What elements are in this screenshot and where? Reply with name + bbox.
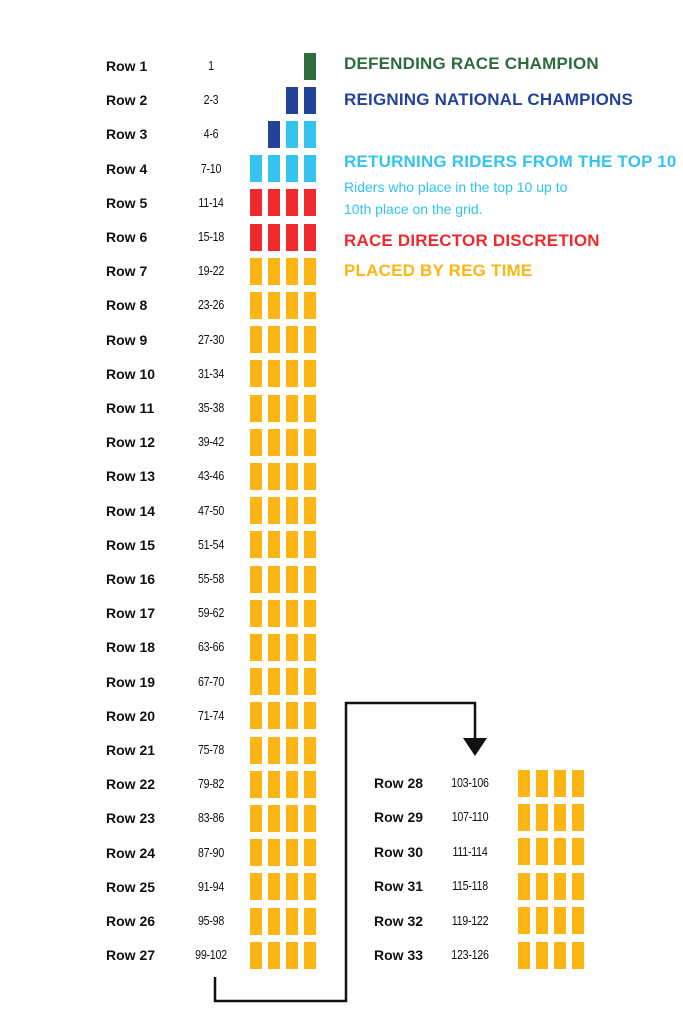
legend-title-director-discretion: RACE DIRECTOR DISCRETION <box>344 231 600 250</box>
position-range: 11-14 <box>198 194 224 210</box>
row-label: Row 20 <box>106 707 156 724</box>
position-range: 43-46 <box>197 468 225 484</box>
row-label: Row 7 <box>106 263 148 280</box>
position-range: 31-34 <box>197 365 225 381</box>
row-label: Row 4 <box>106 160 148 177</box>
position-range: 67-70 <box>197 673 225 689</box>
row-label: Row 25 <box>106 878 156 895</box>
position-range: 2-3 <box>203 92 219 108</box>
row-label: Row 28 <box>374 775 424 791</box>
position-range: 83-86 <box>197 810 225 826</box>
position-range: 123-126 <box>451 947 489 962</box>
legend-title-defending-champion: DEFENDING RACE CHAMPION <box>344 54 599 73</box>
row-label: Row 17 <box>106 605 156 622</box>
row-label: Row 12 <box>106 434 156 451</box>
row-label: Row 27 <box>106 947 156 964</box>
row-label: Row 26 <box>106 913 156 929</box>
position-range: 59-62 <box>197 605 225 621</box>
position-range: 19-22 <box>197 263 225 279</box>
row-label: Row 24 <box>106 844 156 861</box>
row-label: Row 33 <box>374 947 424 963</box>
position-range: 51-54 <box>197 536 225 552</box>
row-label: Row 22 <box>106 776 156 793</box>
row-label: Row 3 <box>106 126 148 143</box>
position-range: 103-106 <box>451 775 489 790</box>
position-range: 23-26 <box>197 297 225 313</box>
row-label: Row 16 <box>106 571 156 587</box>
position-range: 71-74 <box>197 707 225 723</box>
position-range: 47-50 <box>197 502 225 518</box>
position-range: 79-82 <box>197 776 225 792</box>
legend-title-reg-time: PLACED BY REG TIME <box>344 261 533 280</box>
position-range: 1 <box>208 58 214 73</box>
row-label: Row 23 <box>106 810 156 827</box>
row-label: Row 29 <box>374 809 424 826</box>
position-range: 15-18 <box>197 229 225 244</box>
row-label: Row 19 <box>106 673 156 690</box>
position-range: 4-6 <box>203 126 219 142</box>
legend-title-national-champions: REIGNING NATIONAL CHAMPIONS <box>344 90 634 109</box>
position-range: 75-78 <box>197 742 225 757</box>
legend-title-returning-top10: RETURNING RIDERS FROM THE TOP 10 <box>344 152 677 171</box>
row-label: Row 5 <box>106 194 148 211</box>
position-range: 95-98 <box>197 913 225 928</box>
position-range: 63-66 <box>197 639 225 655</box>
row-label: Row 6 <box>106 229 148 245</box>
row-label: Row 30 <box>374 843 424 860</box>
position-range: 107-110 <box>451 809 489 825</box>
position-range: 119-122 <box>451 912 489 928</box>
row-label: Row 13 <box>106 468 156 485</box>
legend-description: Riders who place in the top 10 up to 10th place on the grid. <box>344 179 568 217</box>
connector-line <box>215 703 475 1001</box>
row-label: Row 2 <box>106 92 148 109</box>
row-label: Row 32 <box>374 912 424 929</box>
row-label: Row 1 <box>106 58 148 74</box>
row-label: Row 9 <box>106 331 148 348</box>
position-range: 7-10 <box>200 160 222 176</box>
position-range: 27-30 <box>197 331 225 347</box>
row-label: Row 14 <box>106 502 156 519</box>
position-range: 39-42 <box>197 434 225 450</box>
row-label: Row 18 <box>106 639 156 656</box>
position-range: 111-114 <box>452 843 488 859</box>
row-label: Row 10 <box>106 365 156 382</box>
row-label: Row 8 <box>106 297 148 314</box>
position-range: 35-38 <box>197 400 225 415</box>
row-label: Row 31 <box>374 878 424 895</box>
row-label: Row 15 <box>106 536 156 553</box>
position-range: 55-58 <box>197 571 225 586</box>
position-range: 115-118 <box>452 878 488 894</box>
connector-arrowhead <box>463 738 487 756</box>
row-label: Row 11 <box>106 400 155 416</box>
position-range: 99-102 <box>195 947 227 963</box>
row-label: Row 21 <box>106 742 156 758</box>
position-range: 87-90 <box>197 844 225 860</box>
position-range: 91-94 <box>197 878 225 894</box>
